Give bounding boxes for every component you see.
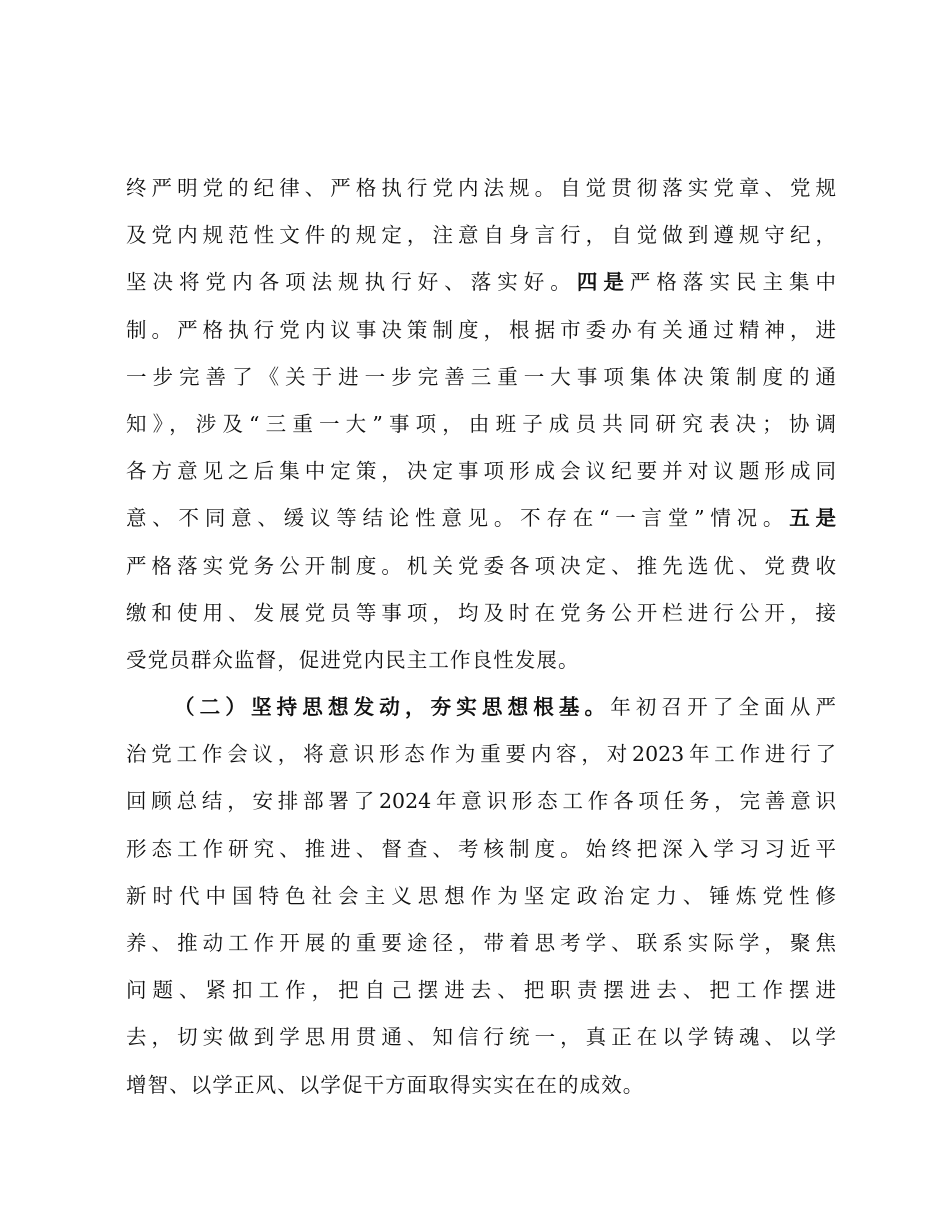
text-line: 去，切实做到学思用贯通、知信行统一，真正在以学铸魂、以学 xyxy=(126,1025,836,1050)
document-body xyxy=(126,165,836,1109)
bold-heading-fragment: 四是 xyxy=(576,270,630,295)
text-segment: 年初召开了全面从严 xyxy=(610,695,836,720)
text-line: 缴和使用、发展党员等事项，均及时在党务公开栏进行公开，接 xyxy=(126,600,836,625)
text-line: 各方意见之后集中定策，决定事项形成会议纪要并对议题形成同 xyxy=(126,459,836,484)
text-line: 形态工作研究、推进、督查、考核制度。始终把深入学习习近平 xyxy=(126,836,836,861)
text-line: 新时代中国特色社会主义思想作为坚定政治定力、锤炼党性修 xyxy=(126,883,836,908)
section-heading-line xyxy=(126,684,836,731)
text-line: 一步完善了《关于进一步完善三重一大事项集体决策制度的通 xyxy=(126,364,836,389)
text-line xyxy=(126,495,836,542)
text-segment: 严格落实民主集中 xyxy=(629,270,836,295)
text-line: 治党工作会议，将意识形态作为重要内容，对2023年工作进行了 xyxy=(126,742,836,767)
text-line xyxy=(126,259,836,306)
text-line: 及党内规范性文件的规定，注意自身言行，自觉做到遵规守纪， xyxy=(126,223,836,248)
text-line: 严格落实党务公开制度。机关党委各项决定、推先选优、党费收 xyxy=(126,553,836,578)
section-heading: （二）坚持思想发动，夯实思想根基。 xyxy=(174,695,611,720)
paragraph-last-line: 增智、以学正风、以学促干方面取得实实在在的成效。 xyxy=(126,1072,645,1097)
text-segment: 坚决将党内各项法规执行好、落实好。 xyxy=(126,270,577,295)
text-line: 制。严格执行党内议事决策制度，根据市委办有关通过精神，进 xyxy=(126,317,836,342)
text-line: 问题、紧扣工作，把自己摆进去、把职责摆进去、把工作摆进 xyxy=(126,978,836,1003)
text-segment: 意、不同意、缓议等结论性意见。不存在“一言堂”情况。 xyxy=(126,506,790,531)
text-line: 终严明党的纪律、严格执行党内法规。自觉贯彻落实党章、党规 xyxy=(126,176,836,200)
paragraph-last-line: 受党员群众监督，促进党内民主工作良性发展。 xyxy=(126,647,580,672)
text-line: 回顾总结，安排部署了2024年意识形态工作各项任务，完善意识 xyxy=(126,789,836,814)
bold-heading-fragment: 五是 xyxy=(789,506,836,531)
text-line: 养、推动工作开展的重要途径，带着思考学、联系实际学，聚焦 xyxy=(126,931,836,955)
text-line: 知》，涉及“三重一大”事项，由班子成员共同研究表决；协调 xyxy=(126,411,836,436)
